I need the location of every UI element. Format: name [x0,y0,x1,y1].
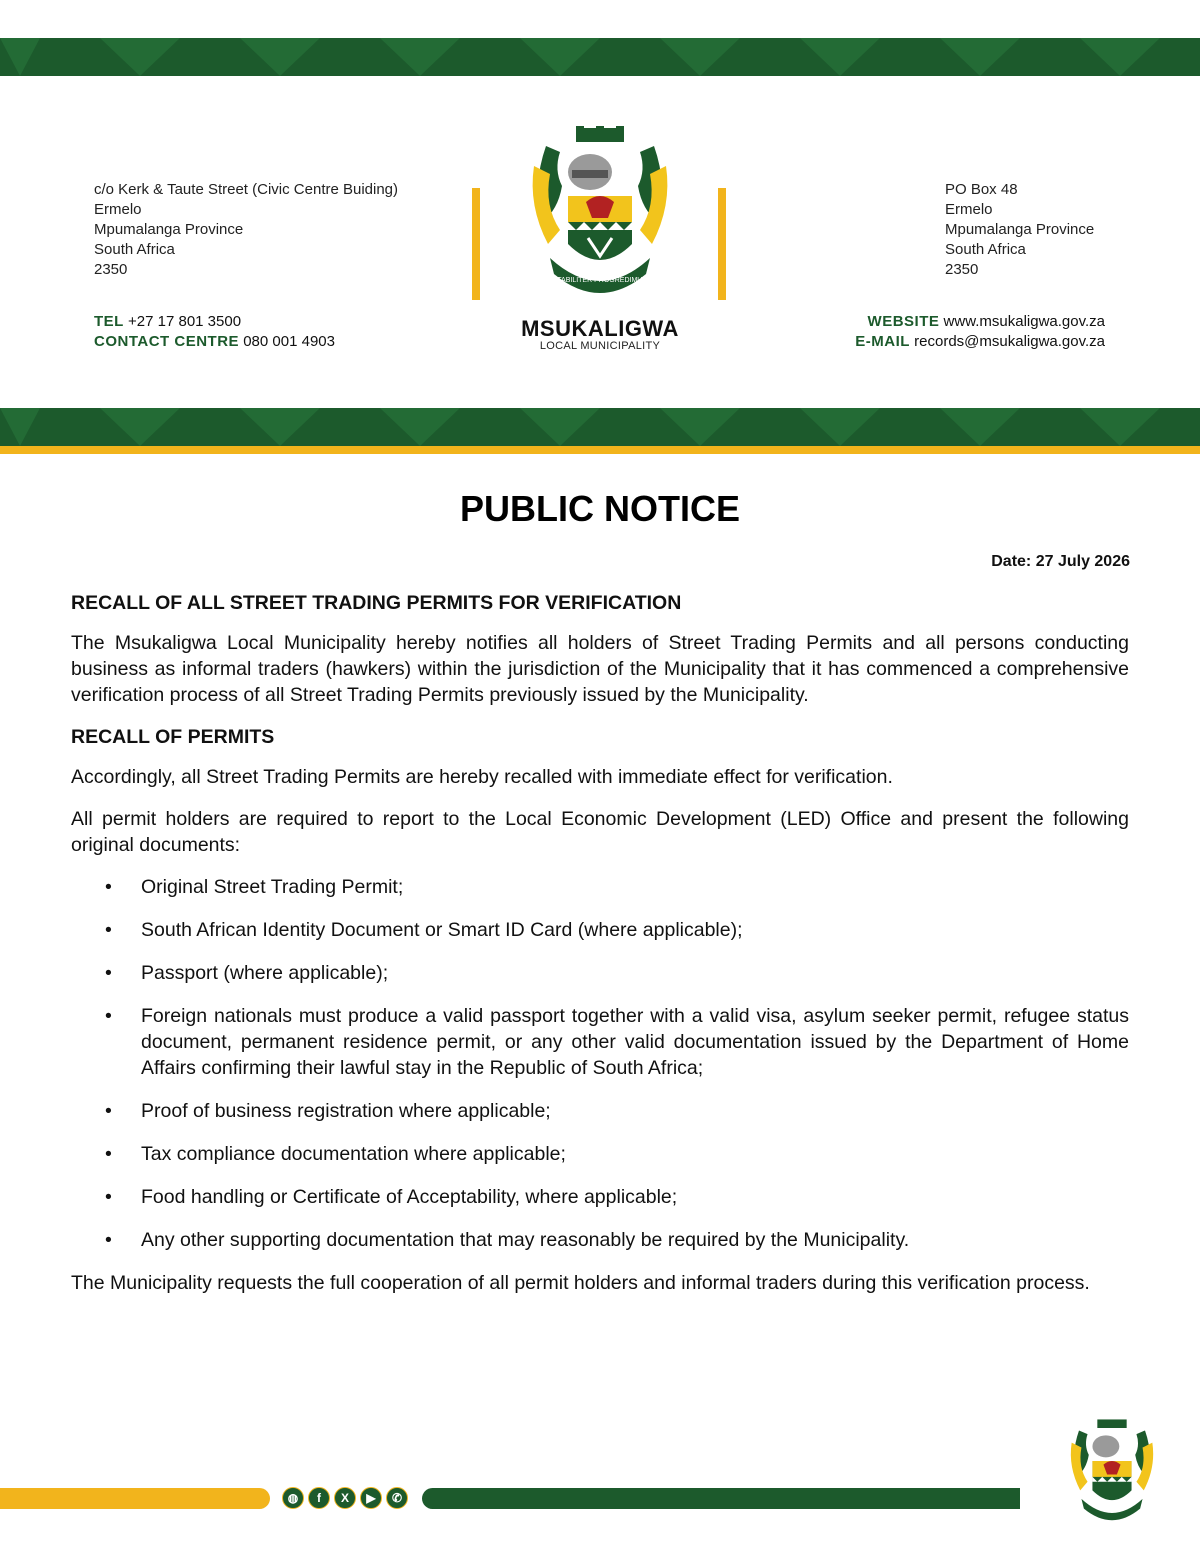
divider-bar-left [472,188,480,300]
address-line: Mpumalanga Province [945,221,1095,238]
notice-date: Date: 27 July 2026 [991,553,1130,570]
list-item-text: Food handling or Certificate of Acceptability, where applicable; [141,1186,678,1208]
address-right [945,180,1094,280]
municipality-name: MSUKALIGWA [521,316,679,341]
documents-list [71,874,1129,1253]
bullet-icon: • [105,919,112,941]
list-item-text: Original Street Trading Permit; [141,876,404,898]
list-item [71,1141,1129,1167]
address-line: PO Box 48 [945,181,1018,198]
contact-centre-label: CONTACT CENTRE [94,333,240,350]
list-item-text: South African Identity Document or Smart ID Card (where applicable); [141,919,743,941]
footer-green-bar [422,1488,1020,1509]
address-line: South Africa [94,241,175,258]
list-item-text: Tax compliance documentation where applicable; [141,1143,566,1165]
list-item-text: Foreign nationals must produce a valid passport together with a valid visa, asylum seeker permit, refugee status document, permanent residence permit, or any other valid documentation issued by the Department of Home Affairs confirming their lawful stay in the Republic of South Africa; [141,1005,1129,1079]
contact-left [94,312,335,352]
bullet-icon: • [105,1100,112,1122]
x-icon[interactable]: X [334,1487,356,1509]
address-line: 2350 [94,261,128,278]
list-item [71,1098,1129,1124]
bullet-icon: • [105,1186,112,1208]
list-item [71,960,1129,986]
social-links [282,1487,408,1509]
list-item [71,874,1129,900]
bullet-icon: • [105,876,112,898]
whatsapp-icon[interactable]: ✆ [386,1487,408,1509]
email-link[interactable]: records@msukaligwa.gov.za [914,333,1105,350]
paragraph: The Municipality requests the full cooperation of all permit holders and informal traders during this verification process. [71,1272,1090,1294]
list-item-text: Passport (where applicable); [141,962,389,984]
header-top-band [0,38,1200,76]
header-yellow-stripe [0,446,1200,454]
header-bottom-band [0,408,1200,446]
bullet-icon: • [105,962,112,984]
email-label: E-MAIL [855,333,910,350]
section-heading: RECALL OF ALL STREET TRADING PERMITS FOR VERIFICATION [71,592,682,614]
address-line: Mpumalanga Province [94,221,244,238]
address-line: 2350 [945,261,979,278]
list-item-text: Proof of business registration where applicable; [141,1100,551,1122]
address-line: c/o Kerk & Taute Street (Civic Centre Buiding) [94,181,399,198]
coat-of-arms-icon [528,126,672,302]
contact-right [855,312,1105,352]
section-heading: RECALL OF PERMITS [71,726,275,748]
list-item [71,1184,1129,1210]
tel-value[interactable]: +27 17 801 3500 [128,313,242,330]
facebook-icon[interactable]: f [308,1487,330,1509]
paragraph: The Msukaligwa Local Municipality hereby notifies all holders of Street Trading Permits and all persons conducting business as informal traders (hawkers) within the jurisdiction of the Municipality that it has commenced a comprehensive verification process of all Street Trading Permits previously issued by the Municipality. [71,632,1129,706]
address-line: South Africa [945,241,1026,258]
divider-bar-right [718,188,726,300]
notice-title: PUBLIC NOTICE [459,488,740,529]
list-item-text: Any other supporting documentation that may reasonably be required by the Municipality. [141,1229,910,1251]
bullet-icon: • [105,1005,112,1027]
address-line: Ermelo [94,201,142,218]
coat-of-arms-small-icon [1068,1416,1156,1528]
bullet-icon: • [105,1229,112,1251]
globe-icon[interactable]: ◍ [282,1487,304,1509]
paragraph: Accordingly, all Street Trading Permits are hereby recalled with immediate effect for verification. [71,766,893,788]
municipality-subtitle: LOCAL MUNICIPALITY [539,340,661,352]
paragraph: All permit holders are required to report to the Local Economic Development (LED) Office and present the following original documents: [71,808,1129,856]
website-label: WEBSITE [867,313,940,330]
contact-centre-value[interactable]: 080 001 4903 [243,333,335,350]
list-item [71,1003,1129,1081]
address-line: Ermelo [945,201,993,218]
footer-yellow-bar [0,1488,270,1509]
youtube-icon[interactable]: ▶ [360,1487,382,1509]
notice-body [71,590,1129,1312]
bullet-icon: • [105,1143,112,1165]
tel-label: TEL [94,313,124,330]
motto-text: STABILITER PROGREDIMUR [552,277,648,284]
list-item [71,1227,1129,1253]
website-link[interactable]: www.msukaligwa.gov.za [943,313,1105,330]
address-left [94,180,398,280]
list-item [71,917,1129,943]
